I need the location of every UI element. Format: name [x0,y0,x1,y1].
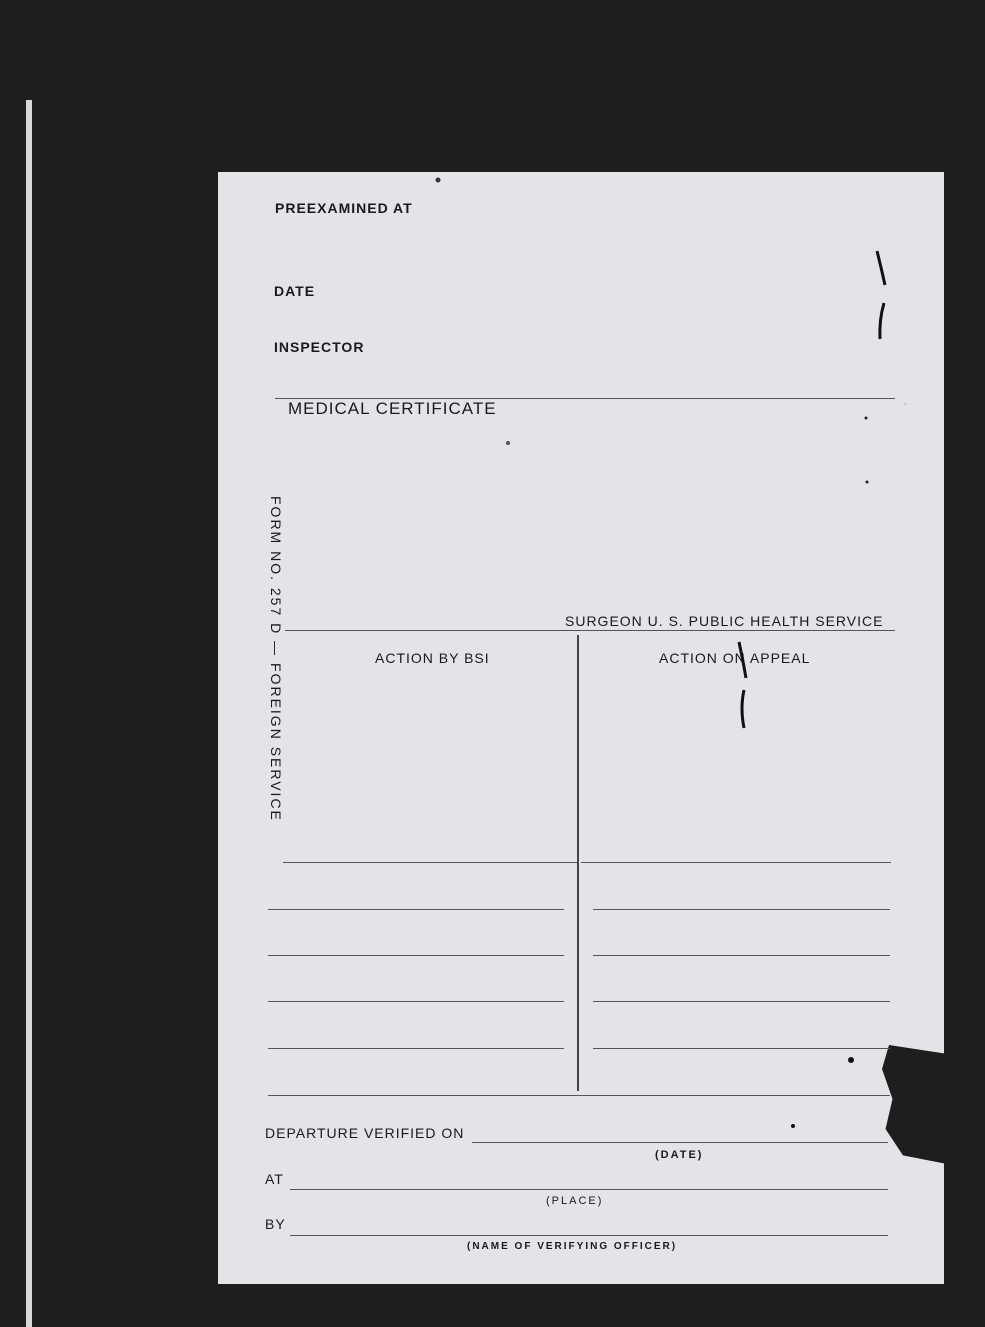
departure-label: DEPARTURE VERIFIED ON [265,1125,465,1141]
surgeon-label: SURGEON U. S. PUBLIC HEALTH SERVICE [565,613,884,629]
action-bsi-label: ACTION BY BSI [375,650,490,666]
inspector-label: INSPECTOR [274,339,365,355]
place-caption: (PLACE) [546,1195,604,1207]
at-label: AT [265,1171,284,1187]
preexamined-label: PREEXAMINED AT [275,200,413,216]
date-caption: (DATE) [655,1149,704,1161]
officer-caption: (NAME OF VERIFYING OFFICER) [467,1241,678,1252]
by-label: BY [265,1216,286,1232]
action-appeal-label: ACTION ON APPEAL [659,650,811,666]
form-number-label: FORM NO. 257 D — FOREIGN SERVICE [268,496,284,822]
date-label: DATE [274,283,316,299]
medical-certificate-label: MEDICAL CERTIFICATE [288,399,497,418]
